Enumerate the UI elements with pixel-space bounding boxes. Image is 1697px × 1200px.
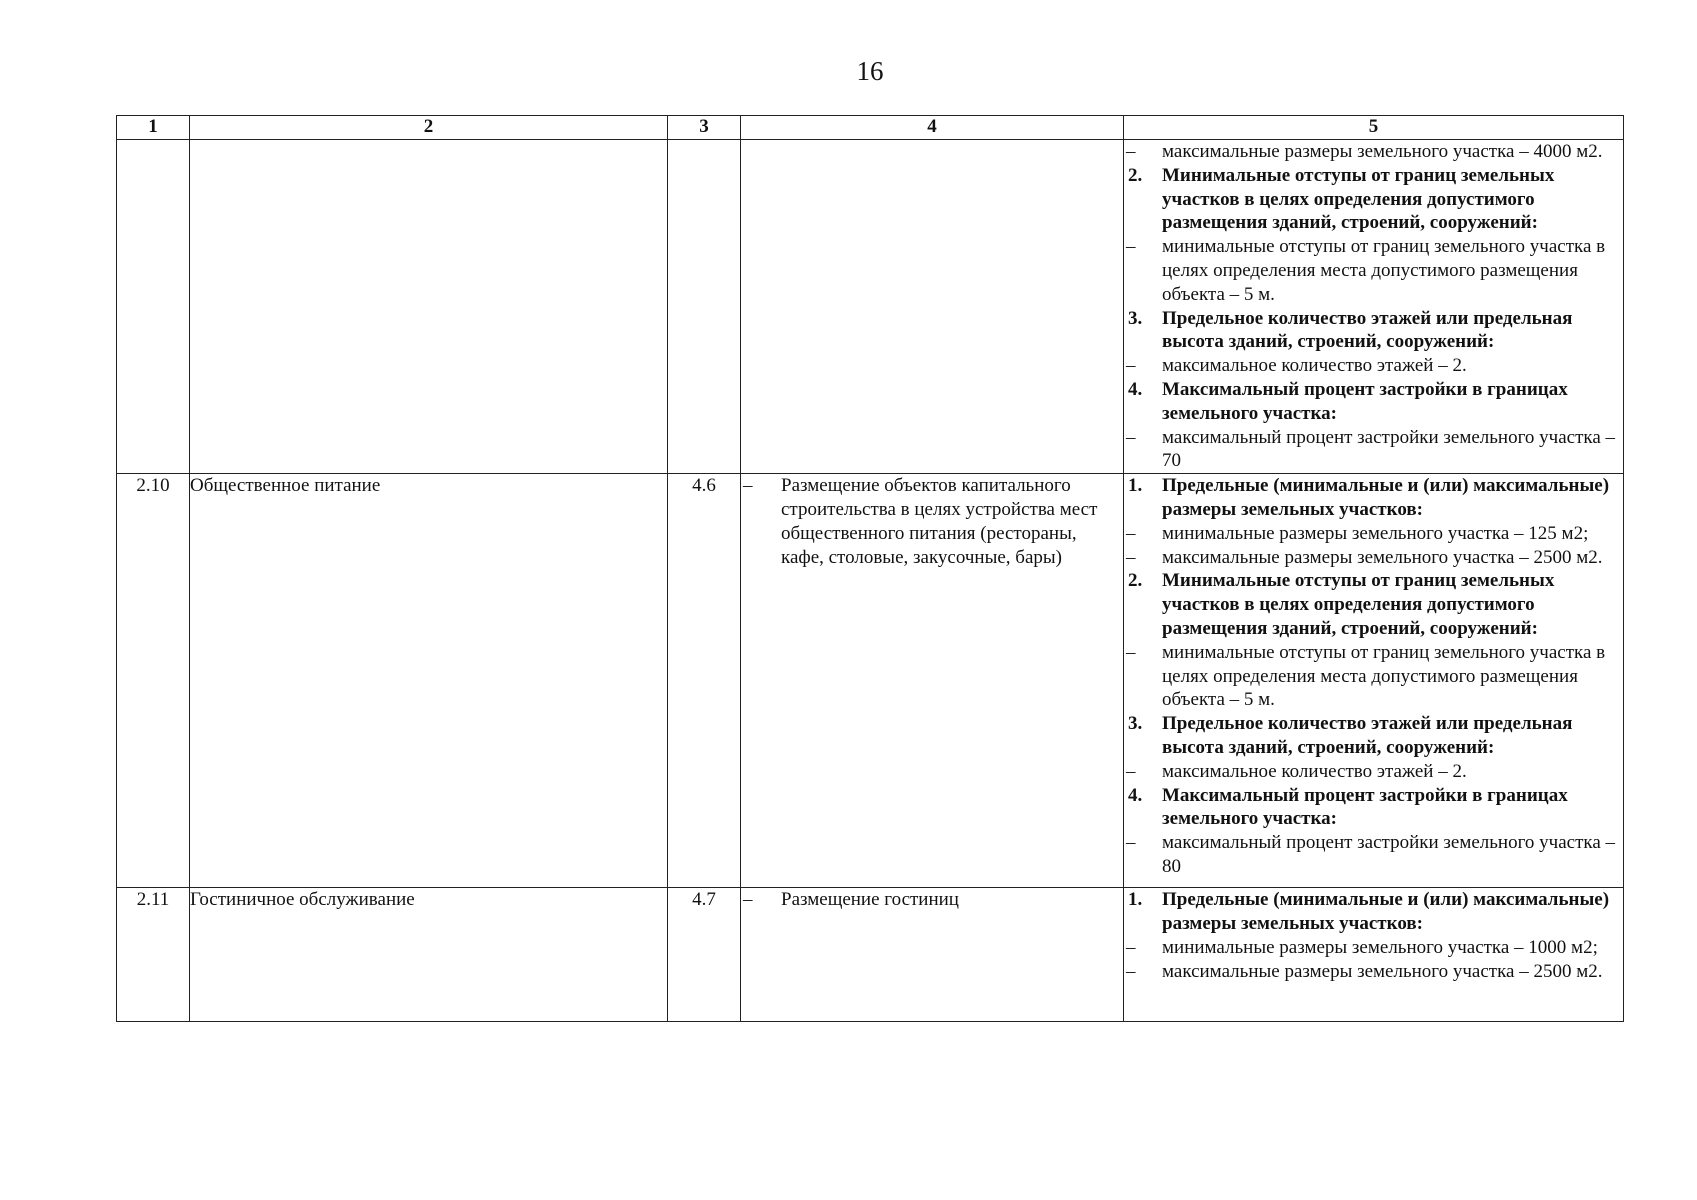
header-col-3: 3 [668,116,741,140]
header-col-5: 5 [1124,116,1624,140]
use-code-cell: 4.6 [668,474,741,888]
parameter-value-text: минимальные отступы от границ земельного участка в целях определения места допустимого размещения объекта – 5 м. [1162,236,1606,305]
dash-marker: – [1126,546,1136,568]
parameter-value [1124,936,1623,960]
parameter-value-text: минимальные размеры земельного участка – 1000 м2; [1162,936,1598,958]
parameter-heading [1124,712,1623,760]
dash-marker: – [1126,960,1136,982]
parameter-heading [1124,164,1623,235]
description-item [741,888,1123,912]
use-name-cell [190,140,668,474]
parameter-heading-text: Минимальные отступы от границ земельных участков в целях определения допустимого размещения зданий, строений, сооружений: [1162,570,1555,639]
parameter-value [1124,960,1623,984]
parameter-value-text: максимальное количество этажей – 2. [1162,760,1467,782]
parameter-heading-text: Минимальные отступы от границ земельных участков в целях определения допустимого размещения зданий, строений, сооружений: [1162,164,1555,234]
use-code-cell: 4.7 [668,888,741,1022]
header-col-1: 1 [117,116,190,140]
parameter-heading [1124,888,1623,936]
parameter-value-text: минимальные размеры земельного участка – 125 м2; [1162,522,1589,544]
number-marker: 2. [1128,570,1143,592]
parameter-heading [1124,569,1623,640]
parameter-value [1124,546,1623,570]
header-col-4: 4 [741,116,1124,140]
parameter-heading-text: Предельные (минимальные и (или) максимальные) размеры земельных участков: [1162,475,1610,520]
parameter-heading [1124,378,1623,426]
parameter-value [1124,426,1623,474]
number-marker: 4. [1128,378,1143,400]
use-code-cell [668,140,741,474]
use-description-cell [741,474,1124,888]
dash-marker: – [1126,760,1136,782]
parameters-cell [1124,474,1624,888]
header-col-2: 2 [190,116,668,140]
dash-marker: – [1126,236,1136,258]
parameter-heading-text: Предельные (минимальные и (или) максимальные) размеры земельных участков: [1162,889,1610,934]
parameter-value-text: максимальный процент застройки земельного участка – 70 [1162,426,1616,472]
dash-marker: – [1126,832,1136,854]
dash-marker: – [743,889,753,911]
description-text: Размещение гостиниц [781,889,959,911]
number-marker: 2. [1128,164,1143,186]
table-row [117,474,1624,888]
table-header [117,116,1624,140]
dash-marker: – [1126,355,1136,377]
description-text: Размещение объектов капитального строительства в целях устройства мест общественного питания (рестораны, кафе, столовые, закусочные, бары) [781,475,1098,568]
use-description-cell [741,140,1124,474]
parameter-heading-text: Максимальный процент застройки в границах земельного участка: [1162,378,1568,424]
use-description-cell [741,888,1124,1022]
parameter-value-text: максимальные размеры земельного участка – 2500 м2. [1162,960,1603,982]
header-row [117,116,1624,140]
parameter-heading-text: Предельное количество этажей или предельная высота зданий, строений, сооружений: [1162,307,1573,353]
number-marker: 1. [1128,889,1143,911]
land-use-table [116,115,1624,1022]
parameter-value-text: минимальные отступы от границ земельного участка в целях определения места допустимого размещения объекта – 5 м. [1162,641,1606,711]
use-name-cell: Общественное питание [190,474,668,888]
table-row [117,888,1624,1022]
row-number-cell [117,140,190,474]
parameter-heading [1124,307,1623,355]
parameter-value-text: максимальные размеры земельного участка – 2500 м2. [1162,546,1603,568]
parameter-value-text: максимальный процент застройки земельного участка – 80 [1162,832,1616,877]
parameter-value [1124,522,1623,546]
dash-marker: – [743,475,753,497]
parameters-cell [1124,888,1624,1022]
parameter-value [1124,235,1623,306]
parameter-heading-text: Максимальный процент застройки в границах земельного участка: [1162,784,1568,830]
parameters-cell [1124,140,1624,474]
page-number: 16 [856,56,884,86]
dash-marker: – [1126,641,1136,663]
number-marker: 1. [1128,475,1143,497]
parameter-value [1124,140,1623,164]
parameter-value [1124,831,1623,879]
parameter-value [1124,354,1623,378]
table-row [117,140,1624,474]
parameter-value-text: максимальные размеры земельного участка – 4000 м2. [1162,141,1603,162]
parameter-value [1124,641,1623,712]
number-marker: 4. [1128,784,1143,806]
parameter-value [1124,760,1623,784]
parameter-heading [1124,474,1623,522]
number-marker: 3. [1128,307,1143,329]
row-number-cell: 2.11 [117,888,190,1022]
dash-marker: – [1126,936,1136,958]
row-number-cell: 2.10 [117,474,190,888]
number-marker: 3. [1128,713,1143,735]
parameter-value-text: максимальное количество этажей – 2. [1162,355,1467,377]
parameter-heading [1124,784,1623,832]
description-item [741,474,1123,569]
table-body [117,140,1624,1022]
dash-marker: – [1126,522,1136,544]
dash-marker: – [1126,141,1136,162]
parameter-heading-text: Предельное количество этажей или предельная высота зданий, строений, сооружений: [1162,713,1573,758]
use-name-cell: Гостиничное обслуживание [190,888,668,1022]
dash-marker: – [1126,426,1136,448]
